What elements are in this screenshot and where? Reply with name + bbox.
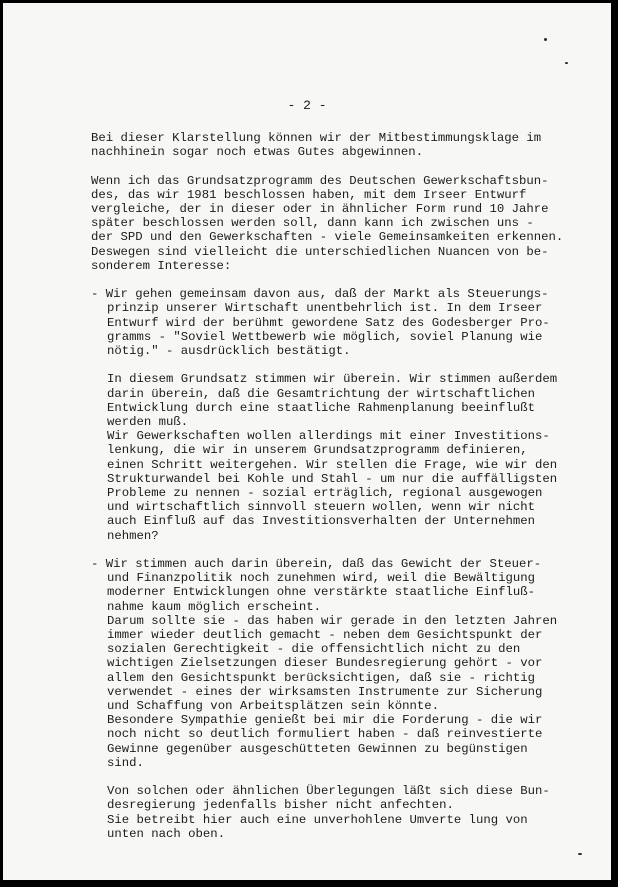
- text-line: Strukturwandel bei Kohle und Stahl - um nur die auffälligsten: [107, 471, 558, 486]
- text-line: unten nach oben.: [107, 826, 226, 841]
- text-line: prinzip unserer Wirtschaft unentbehrlich ist. In dem Irseer: [107, 301, 543, 316]
- text-line: sind.: [107, 755, 144, 770]
- text-line: Probleme zu nennen - sozial erträglich, regional ausgewogen: [107, 486, 543, 501]
- scan-speck: [578, 853, 582, 855]
- text-line: sonderem Interesse:: [91, 258, 232, 273]
- text-line: Darum sollte sie - das haben wir gerade in den letzten Jahren: [107, 613, 558, 628]
- text-line: der SPD und den Gewerkschaften - viele Gemeinsamkeiten erkennen.: [91, 230, 564, 245]
- text-line: nahme kaum möglich erscheint.: [107, 599, 322, 614]
- text-line: auch Einfluß auf das Investitionsverhalten der Unternehmen: [107, 514, 536, 529]
- text-line: vergleiche, der in dieser oder in ähnlicher Form rund 10 Jahre: [91, 202, 549, 216]
- text-line: Entwicklung durch eine staatliche Rahmenplanung beeinflußt: [107, 400, 536, 415]
- text-line: - Wir gehen gemeinsam davon aus, daß der Markt als Steuerungs-: [91, 287, 549, 302]
- text-line: Von solchen oder ähnlichen Überlegungen läßt sich diese Bun-: [107, 784, 550, 799]
- paragraph: [91, 131, 591, 159]
- text-line: Bei dieser Klarstellung können wir der Mitbestimmungsklage im: [91, 131, 542, 145]
- paragraph: [91, 287, 591, 358]
- body-text: [91, 131, 591, 855]
- text-line: und wirtschaftlich sinnvoll steuern wollen, wenn wir nicht: [107, 500, 536, 515]
- text-line: moderner Entwicklungen ohne verstärkte staatliche Einfluß-: [107, 585, 536, 600]
- text-line: Wir Gewerkschaften wollen allerdings mit einer Investitions-: [107, 429, 550, 444]
- text-line: Deswegen sind vielleicht die unterschiedlichen Nuancen von be-: [91, 244, 549, 259]
- text-line: gramms - "Soviel Wettbewerb wie möglich, soviel Planung wie: [107, 329, 543, 344]
- text-line: einen Schritt weitergehen. Wir stellen die Frage, wie wir den: [107, 457, 558, 472]
- paragraph: [91, 557, 591, 770]
- text-line: nachhinein sogar noch etwas Gutes abgewinnen.: [91, 145, 424, 160]
- text-line: nehmen?: [107, 528, 159, 543]
- page-number: - 2 -: [287, 98, 327, 113]
- text-line: - Wir stimmen auch darin überein, daß das Gewicht der Steuer-: [91, 557, 542, 572]
- text-line: Besondere Sympathie genießt bei mir die Forderung - die wir: [107, 713, 543, 728]
- text-line: Gewinne gegenüber ausgeschütteten Gewinnen zu begünstigen: [107, 741, 528, 756]
- text-line: des, das wir 1981 beschlossen haben, mit dem Irseer Entwurf: [91, 187, 527, 202]
- text-line: darin überein, daß die Gesamtrichtung der wirtschaftlichen: [107, 386, 536, 401]
- text-line: später beschlossen werden soll, dann kann ich zwischen uns -: [91, 216, 534, 231]
- document-page: [3, 3, 611, 880]
- text-line: In diesem Grundsatz stimmen wir überein. Wir stimmen außerdem: [107, 372, 558, 387]
- text-line: verwendet - eines der wirksamsten Instrumente zur Sicherung: [107, 684, 543, 699]
- text-line: noch nicht so deutlich formuliert haben - daß reinvestierte: [107, 727, 543, 742]
- text-line: Wenn ich das Grundsatzprogramm des Deutschen Gewerkschaftsbun-: [91, 173, 549, 188]
- text-line: und Finanzpolitik noch zunehmen wird, weil die Bewältigung: [107, 571, 536, 586]
- text-line: lenkung, die wir in unserem Grundsatzprogramm definieren,: [107, 443, 528, 458]
- paragraph: [91, 784, 591, 841]
- text-line: werden muß.: [107, 415, 189, 430]
- text-line: und Schaffung von Arbeitsplätzen sein könnte.: [107, 699, 440, 714]
- text-line: allem den Gesichtspunkt berücksichtigen, daß sie - richtig: [107, 670, 536, 685]
- paragraph: [91, 372, 591, 542]
- text-line: nötig." - ausdrücklich bestätigt.: [107, 344, 351, 359]
- text-line: sozialen Gerechtigkeit - die offensichtlich nicht zu den: [107, 642, 521, 657]
- text-line: wichtigen Zielsetzungen dieser Bundesregierung gehört - vor: [107, 656, 543, 671]
- paragraph: [91, 174, 591, 273]
- text-line: Entwurf wird der berühmt gewordene Satz des Godesberger Pro-: [107, 315, 550, 330]
- scan-speck: [544, 38, 547, 41]
- text-line: Sie betreibt hier auch eine unverhohlene Umverte lung von: [107, 812, 528, 827]
- text-line: immer wieder deutlich gemacht - neben dem Gesichtspunkt der: [107, 628, 543, 643]
- scan-speck: [565, 62, 568, 64]
- text-line: desregierung jedenfalls bisher nicht anfechten.: [107, 798, 454, 813]
